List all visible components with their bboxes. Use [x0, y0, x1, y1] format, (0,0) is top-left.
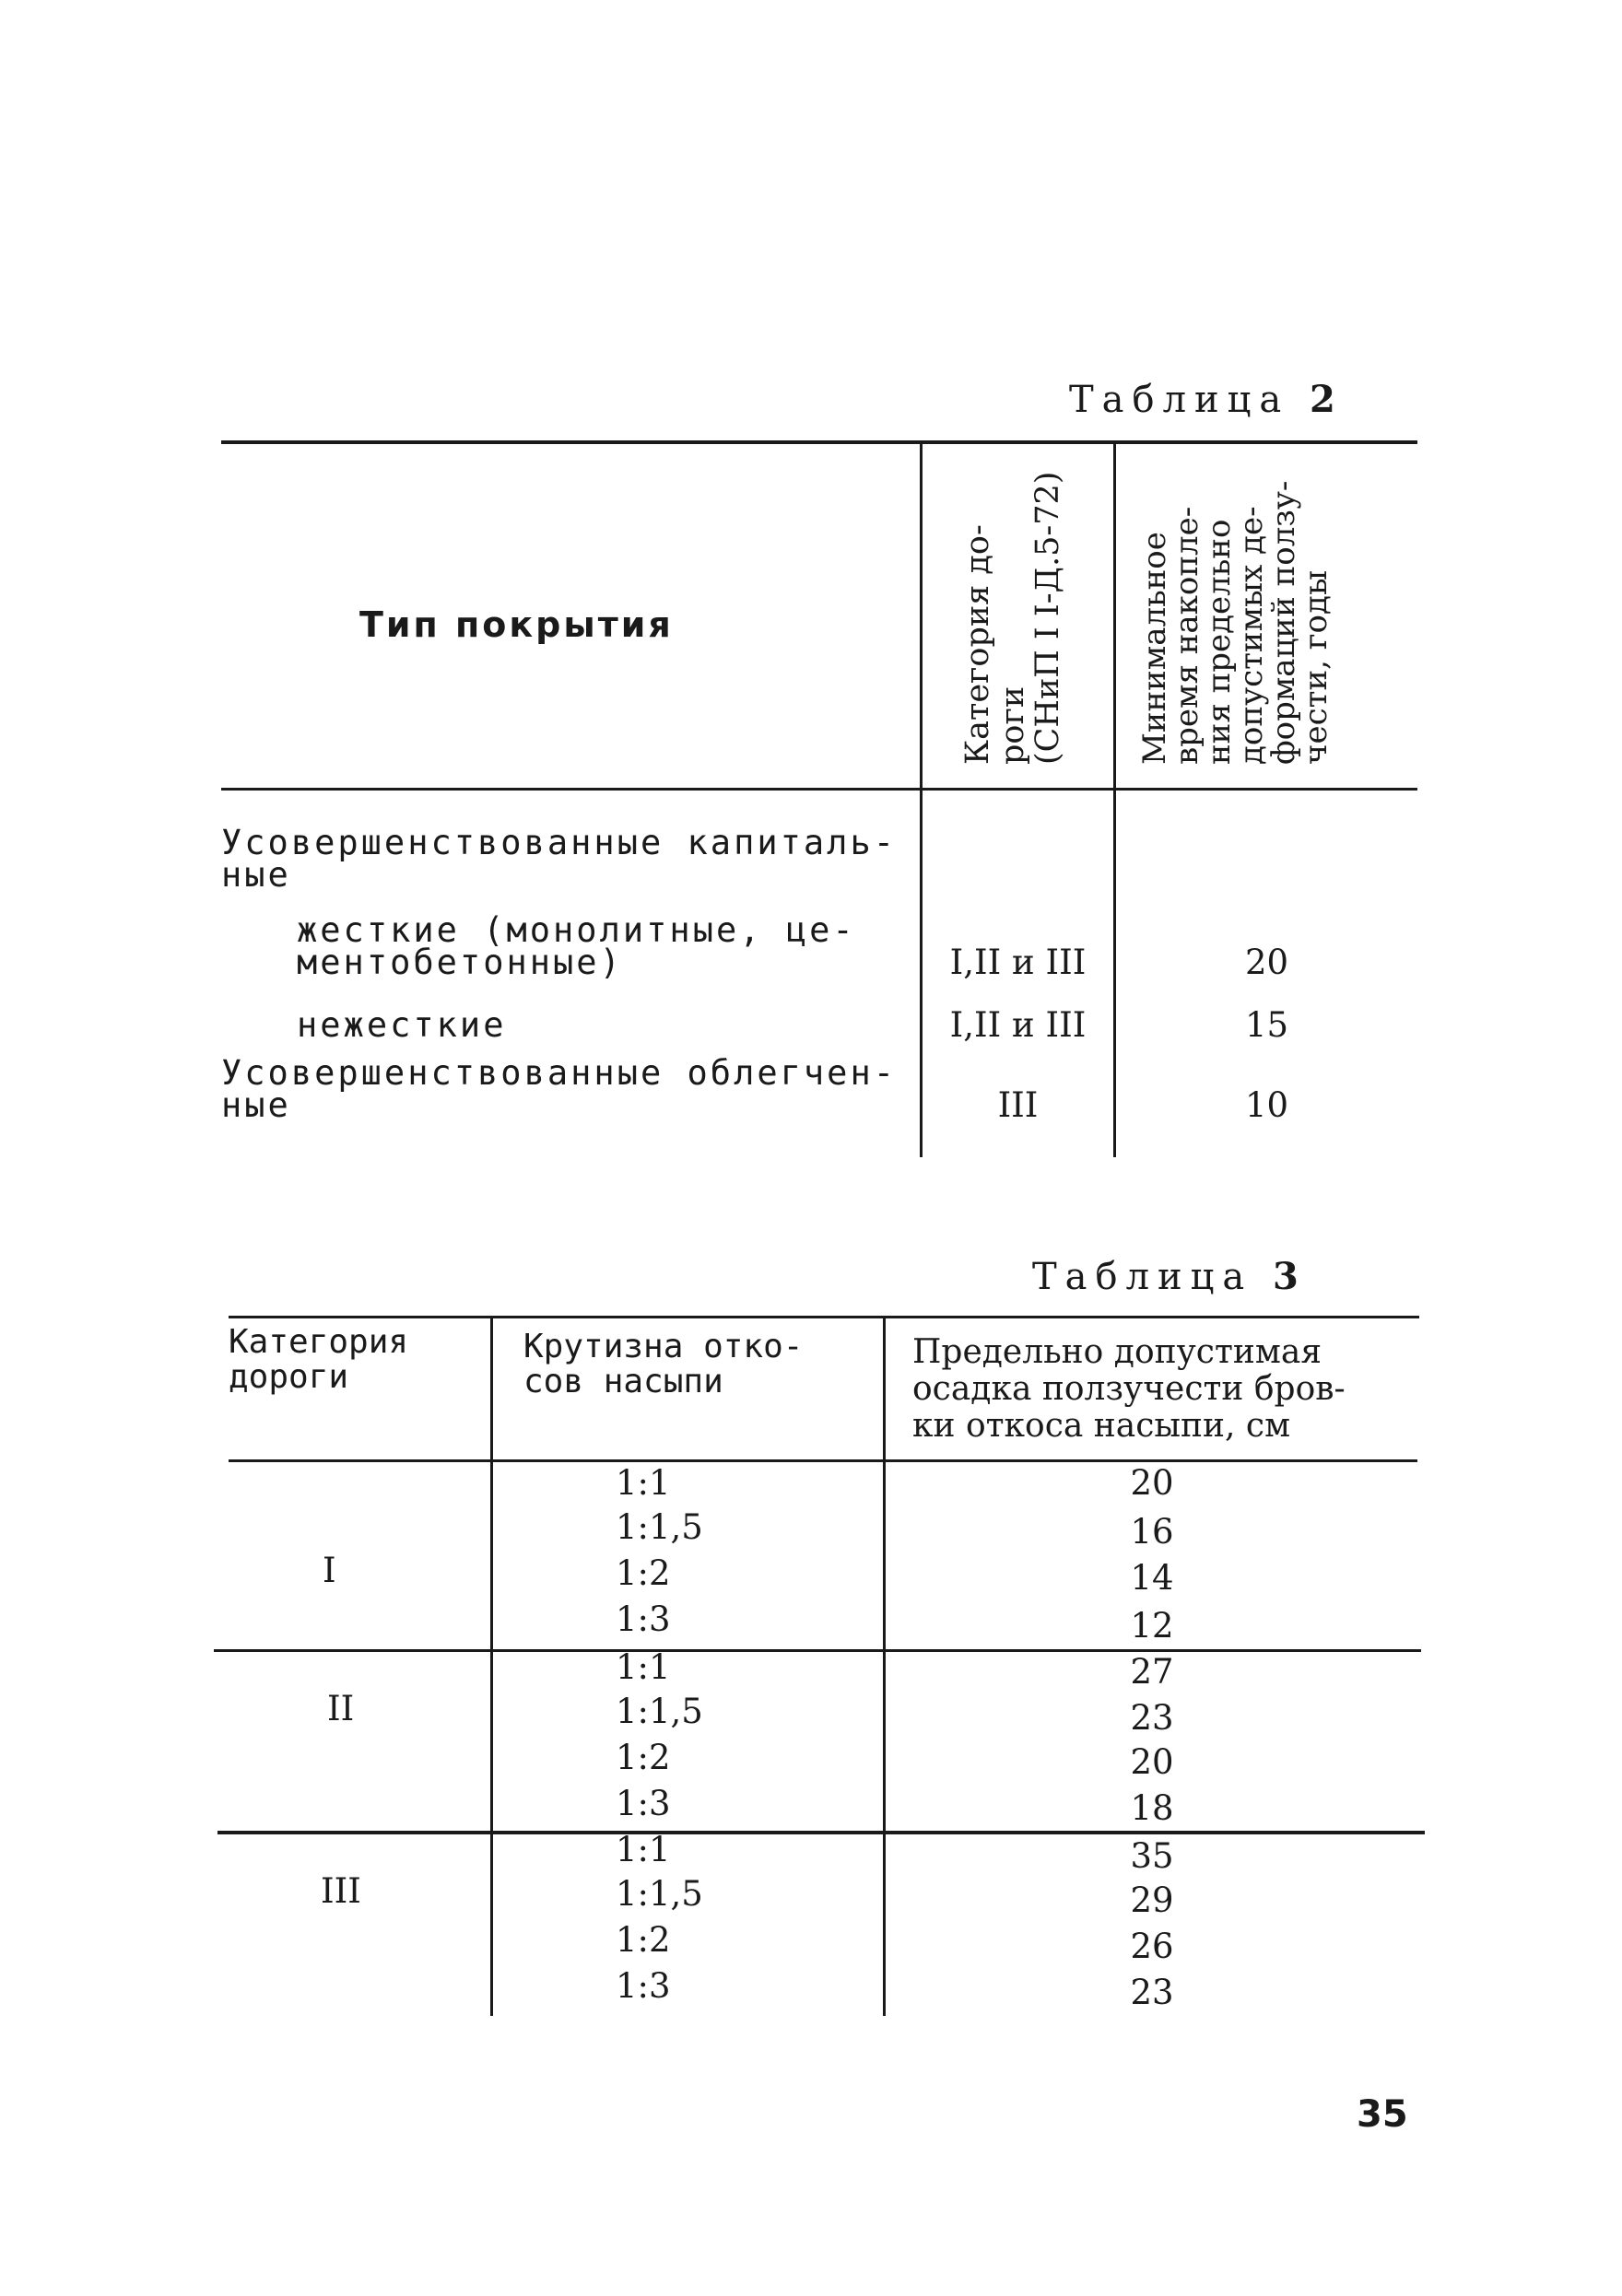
table3-group-rule	[217, 1831, 1425, 1834]
table2-row-label: нежесткие	[297, 1005, 507, 1045]
table2-top-rule	[221, 440, 1417, 444]
table2-header-time-line: ния предельно	[1201, 519, 1238, 765]
table3-value: 23	[1130, 1698, 1174, 1738]
table3-slope: 1:2	[616, 1920, 671, 1960]
table3-value: 12	[1130, 1606, 1174, 1646]
table3-col-divider-1	[490, 1316, 493, 2016]
table3-value: 35	[1130, 1836, 1174, 1876]
table2-row-label: жесткие (монолитные, це-	[297, 910, 856, 950]
table2-header-category-line: роги	[994, 685, 1031, 765]
table2-row-category: I,II и III	[949, 1005, 1087, 1045]
table2-header-rule	[221, 788, 1417, 791]
table2-header-category-line: (СНиП I I-Д.5-72)	[1029, 471, 1066, 765]
table3-caption	[1032, 1255, 1307, 1298]
table2-row-category: I,II и III	[949, 943, 1087, 982]
table2-header-time-line: формаций ползу-	[1265, 480, 1302, 765]
table3-header-settlement-line: ки откоса насыпи, см	[912, 1407, 1291, 1445]
table3-header-settlement-line: Предельно допустимая	[912, 1333, 1322, 1371]
table3-slope: 1:3	[616, 1966, 671, 2006]
table3-value: 20	[1130, 1742, 1174, 1782]
table3-top-rule	[229, 1316, 1419, 1318]
table3-slope: 1:1	[616, 1463, 671, 1503]
table2-caption-word: Таблица	[1069, 379, 1290, 421]
table3-header-slope-line: сов насыпи	[523, 1363, 723, 1400]
table3-slope: 1:1,5	[616, 1874, 703, 1914]
table2-row-label: Усовершенствованные облегчен-	[221, 1053, 898, 1093]
table3-value: 16	[1130, 1512, 1174, 1552]
table3-slope: 1:1,5	[616, 1507, 703, 1547]
table2-row-category: III	[997, 1085, 1039, 1125]
table2-header-time-line: допустимых де-	[1233, 506, 1270, 765]
table3-caption-number: 3	[1272, 1255, 1307, 1298]
table3-slope: 1:1,5	[616, 1692, 703, 1731]
table3-value: 27	[1130, 1652, 1174, 1692]
table3-value: 23	[1130, 1973, 1174, 2012]
table3-caption-word: Таблица	[1032, 1256, 1253, 1298]
table2-row-label: ные	[221, 855, 291, 895]
table3-value: 29	[1130, 1880, 1174, 1920]
table2-row-label: Усовершенствованные капиталь-	[221, 823, 898, 862]
table2-col-divider-1	[920, 440, 923, 1157]
page-number: 35	[1357, 2093, 1408, 2136]
table3-header-rule	[229, 1459, 1417, 1462]
table3-value: 18	[1130, 1788, 1174, 1828]
table3-slope: 1:1	[616, 1647, 671, 1687]
table3-slope: 1:2	[616, 1553, 671, 1593]
table2-row-value: 10	[1244, 1085, 1289, 1125]
table3-value: 26	[1130, 1927, 1174, 1966]
table2-row-value: 15	[1244, 1005, 1289, 1045]
table2-header-time	[1136, 480, 1334, 765]
table3-slope: 1:3	[616, 1784, 671, 1823]
table3-group-category: III	[321, 1871, 361, 1911]
table2-row-label: ментобетонные)	[297, 943, 623, 982]
table3-header-category-line: дороги	[229, 1358, 349, 1396]
table3-header-settlement	[912, 1334, 1346, 1445]
table2-header-category	[960, 472, 1065, 765]
table2-row-label: ные	[221, 1085, 291, 1125]
table2-header-category-line: Категория до-	[959, 524, 996, 765]
table3-group-rule	[214, 1649, 1421, 1652]
table3-slope: 1:3	[616, 1599, 671, 1639]
table2-header-time-line: время накопле-	[1169, 506, 1205, 765]
table3-slope: 1:2	[616, 1738, 671, 1777]
table3-header-slope-line: Крутизна отко-	[523, 1328, 804, 1365]
table3-header-category-line: Категория	[229, 1323, 409, 1361]
table3-header-slope	[523, 1330, 803, 1400]
table3-header-settlement-line: осадка ползучести бров-	[912, 1370, 1346, 1408]
table3-header-category	[229, 1325, 408, 1395]
table2-header-type: Тип покрытия	[359, 604, 674, 645]
table2-col-divider-2	[1113, 440, 1116, 1157]
table2-caption-number: 2	[1309, 378, 1344, 421]
table3-value: 14	[1130, 1558, 1174, 1598]
table2-row-value: 20	[1244, 943, 1289, 982]
table2-caption	[1069, 378, 1344, 421]
table2-header-time-line: Минимальное	[1136, 532, 1173, 765]
table2-header-time-line: чести, годы	[1298, 569, 1334, 765]
table3-group-category: II	[327, 1689, 355, 1728]
table3-col-divider-2	[883, 1316, 886, 2016]
table3-group-category: I	[323, 1551, 336, 1590]
table3-value: 20	[1130, 1463, 1174, 1503]
table3-slope: 1:1	[616, 1830, 671, 1869]
